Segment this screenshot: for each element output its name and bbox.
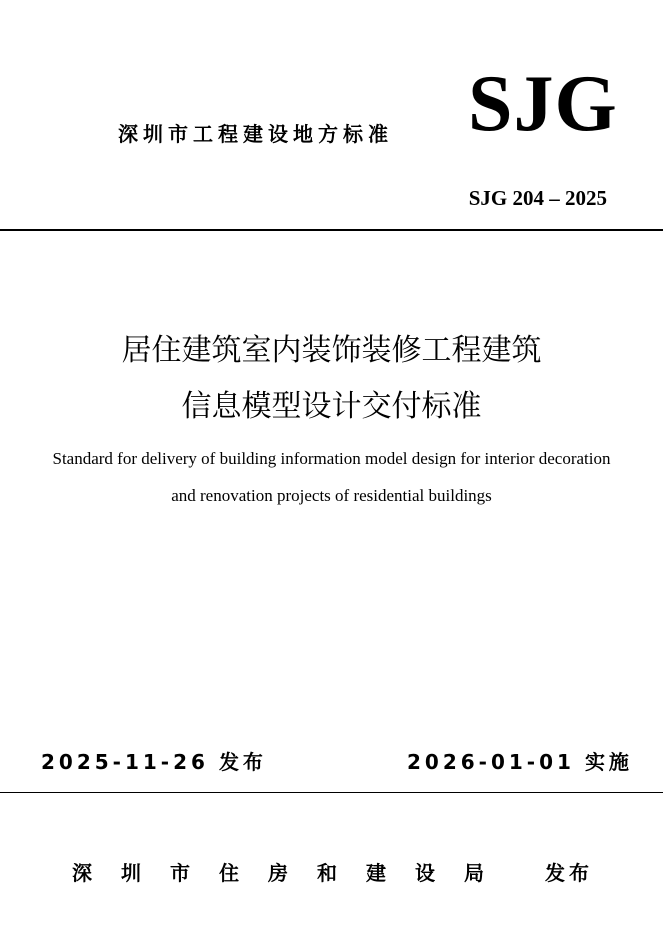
title-cn-line-1: 居住建筑室内装饰装修工程建筑 (121, 333, 542, 368)
implement-date: 2026-01-01 (407, 750, 575, 774)
title-en-line-2: and renovation projects of residential buildings (171, 486, 492, 505)
issuer-action: 发布 (545, 861, 593, 885)
standard-code: SJG 204 – 2025 (468, 186, 607, 210)
sjg-logo: SJG (468, 60, 618, 148)
issue-date-block (41, 746, 267, 775)
top-divider (0, 229, 663, 231)
bottom-divider (0, 792, 663, 793)
issuer-name: 深圳市住房和建设局 (72, 861, 513, 885)
issue-label: 发布 (218, 750, 267, 774)
implement-date-block (407, 746, 633, 775)
standard-series-label: 深圳市工程建设地方标准 (118, 122, 393, 146)
title-cn-line-2: 信息模型设计交付标准 (181, 389, 482, 424)
implement-label: 实施 (584, 750, 633, 774)
issue-date: 2025-11-26 (41, 750, 209, 774)
title-en-line-1: Standard for delivery of building information model design for interior decoration (52, 449, 611, 468)
